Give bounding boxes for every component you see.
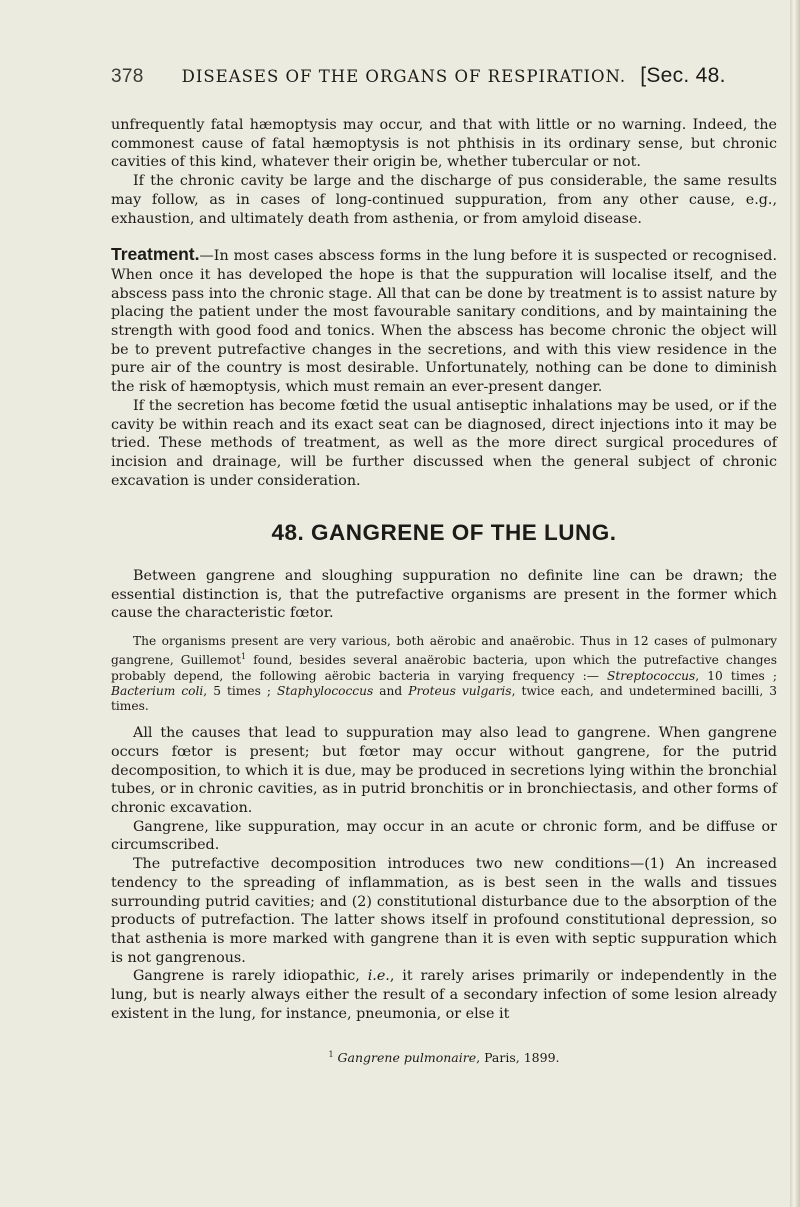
organism-name: Streptococcus	[607, 668, 696, 683]
small-paragraph	[111, 634, 777, 714]
paragraph-text: Gangrene is rarely idiopathic,	[133, 968, 368, 985]
paragraph: unfrequently fatal hæmoptysis may occur, and that with little or no warning. Indeed, the commonest cause of fatal hæmoptysis is not phthisis in its ordinary sense, but chronic cavities of this kind, whatever their origin be, whether tubercular or not.	[111, 117, 777, 171]
paragraph	[111, 967, 777, 1023]
treatment-paragraph	[111, 245, 777, 397]
paragraph-text: i.e.	[367, 968, 390, 985]
footnote-title: Gangrene pulmonaire	[337, 1049, 477, 1065]
page-number: 378	[111, 66, 144, 87]
note-text: The organisms present are very various, both aërobic and anaërobic. Thus in 12 cases of pulmonary gangrene, Guillemot	[111, 634, 777, 668]
paragraph: Gangrene, like suppuration, may occur in an acute or chronic form, and be diffuse or circumscribed.	[111, 818, 777, 854]
section-marker: [Sec. 48.	[640, 64, 726, 87]
paragraph: Between gangrene and sloughing suppuration no definite line can be drawn; the essential distinction is, that the putrefactive organisms are present in the former which cause the characteristic fœtor.	[111, 568, 777, 622]
organism-name: Staphylococcus	[277, 683, 374, 698]
paragraph: If the secretion has become fœtid the usual antiseptic inhalations may be used, or if the cavity be within reach and its exact seat can be diagnosed, direct injections into it may be tried. These methods of treatment, as well as the more direct surgical procedures of incision and drainage, will be further discussed when the general subject of chronic excavation is under consideration.	[111, 397, 777, 489]
page-edge	[790, 0, 800, 1207]
footnote	[111, 1046, 777, 1068]
note-text: found, besides several anaërobic bacteria, upon which the putrefactive changes probably depend, the following aërobic bacteria in varying frequency :—	[111, 653, 777, 683]
note-text: and	[373, 683, 409, 698]
organism-name: Bacterium coli	[111, 683, 204, 698]
note-text: , 10 times ;	[695, 668, 777, 683]
paragraph	[111, 172, 777, 228]
organism-name: Proteus vulgaris	[408, 683, 512, 698]
paragraph: All the causes that lead to suppuration may also lead to gangrene. When gangrene occurs fœtor is present; but fœtor may occur without gangrene, for the putrid decomposition, to which it is due, may be produced in secretions lying within the bronchial tubes, or in chronic cavities, as in putrid bronchitis or in bronchiectasis, and other forms of chronic excavation.	[111, 725, 777, 817]
footnote-ref: 1	[241, 652, 247, 662]
footnote-text: , Paris, 1899.	[476, 1049, 560, 1065]
page-body	[111, 116, 777, 1067]
paragraph: The putrefactive decomposition introduces two new conditions—(1) An increased tendency to the spreading of inflammation, as is best seen in the walls and tissues surrounding putrid cavities; and (2) constitutional disturbance due to the absorption of the products of putrefaction. The latter shows itself in profound constitutional depression, so that asthenia is more marked with gangrene than it is even with septic suppuration which is not gangrenous.	[111, 856, 777, 966]
note-text: , twice each, and undetermined bacilli, 3 times.	[111, 683, 777, 714]
treatment-heading: Treatment.	[111, 244, 200, 265]
running-title: DISEASES OF THE ORGANS OF RESPIRATION.	[181, 67, 627, 86]
paragraph-text: —In most cases abscess forms in the lung before it is suspected or recognised. When once it has developed the hope is that the suppuration will localise itself, and the abscess pass into the chronic stage. All that can be done by treatment is to assist nature by placing the patient under the most favourable sanitary conditions, and by maintaining the strength with good food and tonics. When the abscess has become chronic the object will be to prevent putrefactive changes in the secretions, and with this view residence in the pure air of the country is most desirable. Unfortunately, nothing can be done to diminish the risk of hæmoptysis, which must remain an ever-present danger.	[111, 248, 777, 396]
paragraph-text: , it rarely arises primarily or independently in the lung, but is nearly always either the result of a secondary infection of some lesion already existent in the lung, for instance, pneumonia, or else it	[111, 968, 777, 1022]
running-head	[111, 64, 771, 88]
footnote-marker: 1	[328, 1049, 334, 1059]
note-text: , 5 times ;	[203, 683, 278, 698]
section-heading: 48. GANGRENE OF THE LUNG.	[271, 520, 617, 546]
small-print-note	[111, 634, 777, 714]
paragraph-text: If the chronic cavity be large and the discharge of pus considerable, the same results may follow, as in cases of long-continued suppuration, from any other cause, e.g., exhaustion, and ultimately death from asthenia, or from amyloid disease.	[111, 173, 777, 227]
